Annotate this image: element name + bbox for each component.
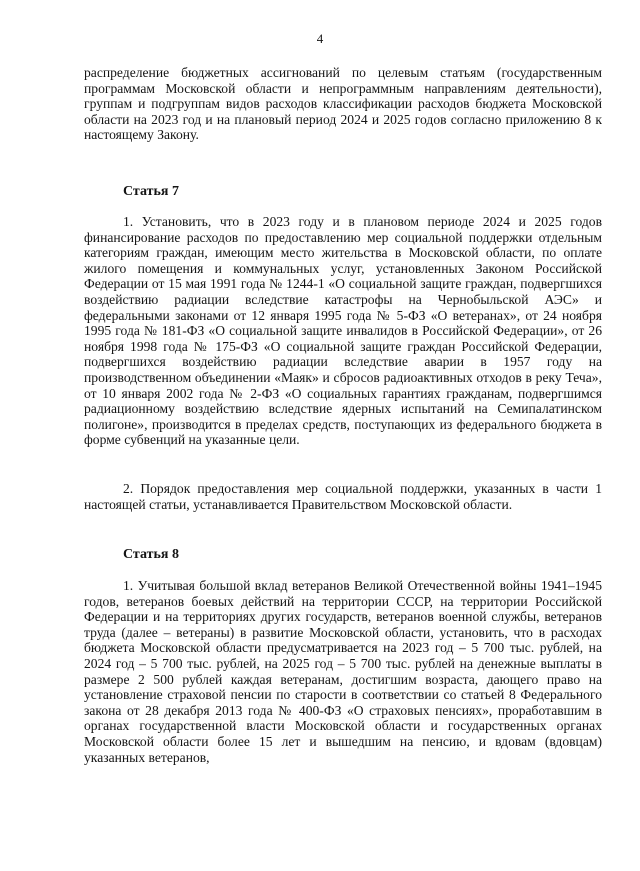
article-8-heading: Статья 8	[123, 547, 179, 562]
article-7-heading: Статья 7	[123, 184, 179, 199]
article-8-paragraph-1: 1. Учитывая большой вклад ветеранов Великой Отечественной войны 1941–1945 годов, ветеранов боевых действий на территории СССР, на территории Российской Федерации и на территориях других государств, ветеранов военной службы, ветеранов труда (далее – ветераны) в развитие Московской области, установить, что в расходах бюджета Московской области предусматривается на 2023 год – 5 700 тыс. рублей, на 2024 год – 5 700 тыс. рублей, на 2025 год – 5 700 тыс. рублей на денежные выплаты в размере 2 500 рублей каждая ветеранам, достигшим возраста, дающего право на установление страховой пенсии по старости в соответствии со статьей 8 Федерального закона от 28 декабря 2013 года № 400-ФЗ «О страховых пенсиях», проработавшим в органах государственной власти Московской области и государственных органах Московской области более 15 лет и вышедшим на пенсию, и вдовам (вдовцам) указанных ветеранов,	[84, 578, 602, 765]
article-7-paragraph-2: 2. Порядок предоставления мер социальной поддержки, указанных в части 1 настоящей статьи, устанавливается Правительством Московской области.	[84, 481, 602, 512]
intro-paragraph: распределение бюджетных ассигнований по целевым статьям (государственным программам Московской области и непрограммным направлениям деятельности), группам и подгруппам видов расходов классификации расходов бюджета Московской области на 2023 год и на плановый период 2024 и 2025 годов согласно приложению 8 к настоящему Закону.	[84, 65, 602, 143]
page-number: 4	[316, 31, 324, 46]
article-7-paragraph-1: 1. Установить, что в 2023 году и в плановом периоде 2024 и 2025 годов финансирование расходов по предоставлению мер социальной поддержки отдельным категориям граждан, имеющим место жительства в Московской области, по оплате жилого помещения и коммунальных услуг, установленных Законом Российской Федерации от 15 мая 1991 года № 1244-1 «О социальной защите граждан, подвергшихся воздействию радиации вследствие катастрофы на Чернобыльской АЭС» и федеральными законами от 12 января 1995 года № 5-ФЗ «О ветеранах», от 24 ноября 1995 года № 181-ФЗ «О социальной защите инвалидов в Российской Федерации», от 26 ноября 1998 года № 175-ФЗ «О социальной защите граждан Российской Федерации, подвергшихся воздействию радиации вследствие аварии в 1957 году на производственном объединении «Маяк» и сбросов радиоактивных отходов в реку Теча», от 10 января 2002 года № 2-ФЗ «О социальных гарантиях гражданам, подвергшимся радиационному воздействию вследствие ядерных испытаний на Семипалатинском полигоне», производится в пределах средств, поступающих из федерального бюджета в форме субвенций на указанные цели.	[84, 214, 602, 448]
